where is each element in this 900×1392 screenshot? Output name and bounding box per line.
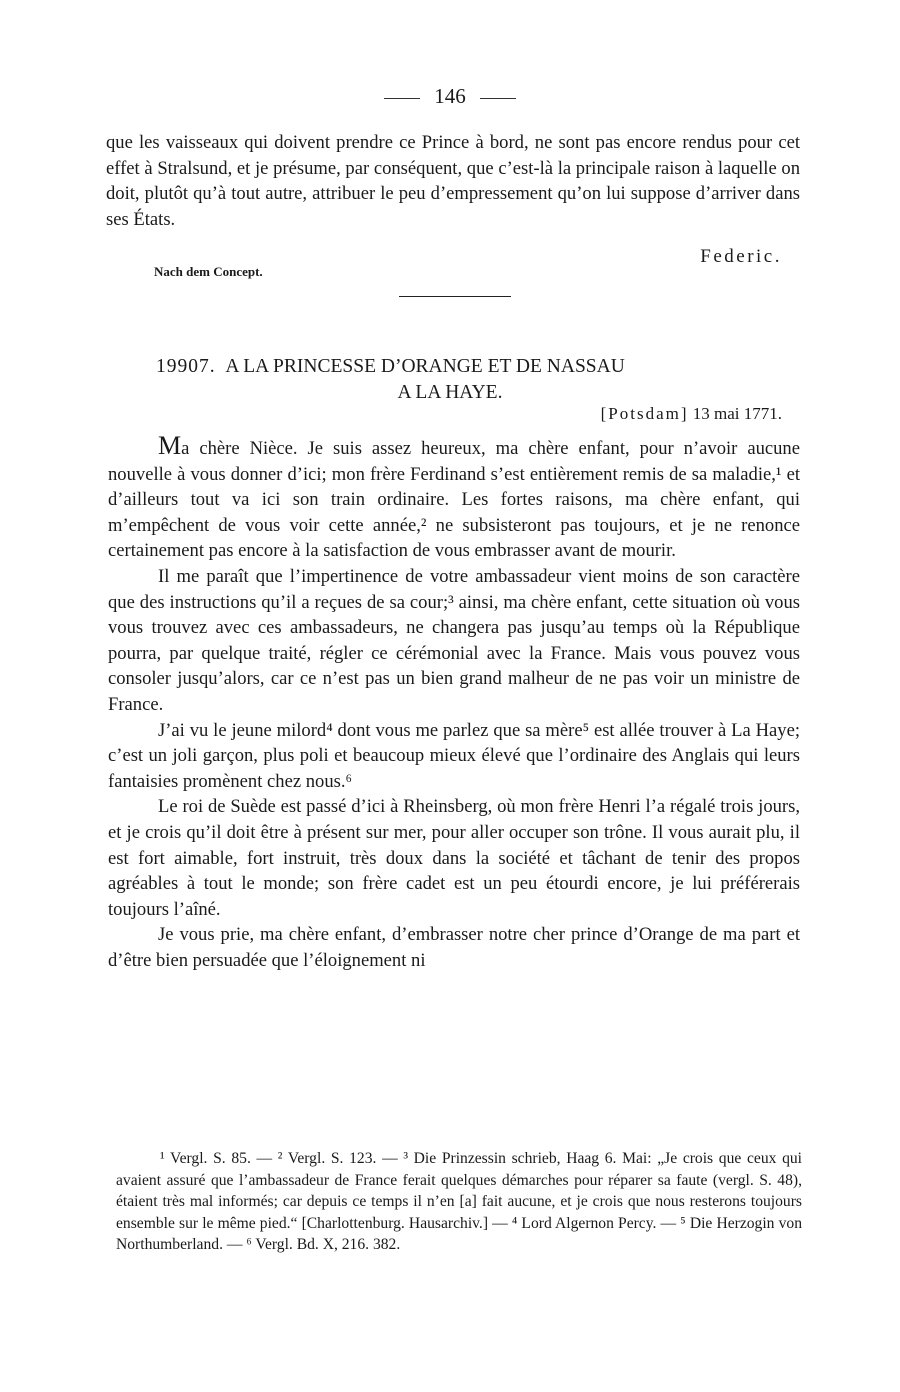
section-divider — [399, 296, 511, 297]
paragraph-1-text: Je suis assez heureux, ma chère enfant, pour n’avoir aucune nouvelle à vous donner d’ici; mon frère Ferdinand s’est entièrement remis de sa maladie,¹ et d’ailleurs tout va ici son train ordinaire. Les fortes raisons, ma chère enfant, qui m’empêchent de vous voir cette année,² ne subsisteront pas toujours, et je ne renonce certainement pas encore à la satisfaction de vous embrasser avant de mourir. — [108, 438, 800, 562]
letter-location: A LA HAYE. — [397, 382, 503, 403]
letter-number: 19907. — [156, 356, 216, 377]
letter-paragraph-1 — [108, 433, 800, 564]
header-rule-left — [384, 98, 420, 99]
signature: Federic. — [700, 246, 782, 267]
header-rule-right — [480, 98, 516, 99]
letter-paragraph-3: J’ai vu le jeune milord⁴ dont vous me parlez que sa mère⁵ est allée trouver à La Haye; c’est un joli garçon, plus poli et beaucoup mieux élevé que l’ordinaire des Anglais qui leurs fantaisies promènent chez nous.⁶ — [108, 719, 800, 792]
letter-place: [Potsdam] — [600, 404, 689, 423]
letter-paragraph-4: Le roi de Suède est passé d’ici à Rheinsberg, où mon frère Henri l’a régalé trois jours, et je crois qu’il doit être à présent sur mer, pour aller occuper son trône. Il vous aurait plu, il est fort aimable, fort instruit, très doux dans la société et tâchant de tenir des propos agréables à tout le monde; son frère cadet est un peu étourdi encore, je lui préférerais toujours l’aîné. — [108, 796, 800, 920]
salutation-initial: M — [158, 431, 182, 460]
continuation-paragraph — [106, 130, 800, 232]
page-number: 146 — [434, 84, 466, 108]
source-note: Nach dem Concept. — [154, 264, 263, 279]
continuation-text: que les vaisseaux qui doivent prendre ce Prince à bord, ne sont pas encore rendus pour cet effet à Stralsund, et je présume, par conséquent, que c’est-là la principale raison à laquelle on doit, plutôt qu’à tout autre, attribuer le peu d’empressement qu’on lui suppose d’arriver dans ses États. — [106, 132, 800, 230]
footnotes-text: ¹ Vergl. S. 85. — ² Vergl. S. 123. — ³ Die Prinzessin schrieb, Haag 6. Mai: „Je crois que ceux qui avaient assuré que l’ambassadeur de France ferait quelques démarches pour réparer sa faute (vergl. S. 48), étaient très mal informés; car depuis ce temps il n’en [a] fait aucune, et je crois que nous resterons toujours ensemble sur le même pied.“ [Charlottenburg. Hausarchiv.] — ⁴ Lord Algernon Percy. — ⁵ Die Herzogin von Northumberland. — ⁶ Vergl. Bd. X, 216. 382. — [116, 1150, 802, 1254]
page-header — [0, 84, 900, 109]
letter-body — [108, 433, 800, 973]
letter-paragraph-5: Je vous prie, ma chère enfant, d’embrasser notre cher prince d’Orange de ma part et d’être bien persuadée que l’éloignement ni — [108, 924, 800, 971]
letter-date: 13 mai 1771. — [692, 404, 782, 423]
letter-heading — [150, 354, 790, 406]
letter-paragraph-2: Il me paraît que l’impertinence de votre ambassadeur vient moins de son caractère que des instructions qu’il a reçues de sa cour;³ ainsi, ma chère enfant, cette situation où vous vous trouvez avec ces ambassadeurs, ne changera pas jusqu’au temps où la République pourra, par quelque traité, régler ce cérémonial avec la France. Mais vous pouvez vous consoler jusqu’alors, car ce n’est pas un bien grand malheur de ne pas voir un ministre de France. — [108, 565, 800, 715]
salutation: a chère Nièce. — [181, 438, 298, 459]
signature-block — [106, 246, 782, 286]
letter-heading-line1 — [150, 354, 790, 380]
letter-recipient: A LA PRINCESSE D’ORANGE ET DE NASSAU — [225, 356, 625, 377]
letter-dateline — [601, 404, 782, 424]
footnotes — [116, 1148, 802, 1256]
